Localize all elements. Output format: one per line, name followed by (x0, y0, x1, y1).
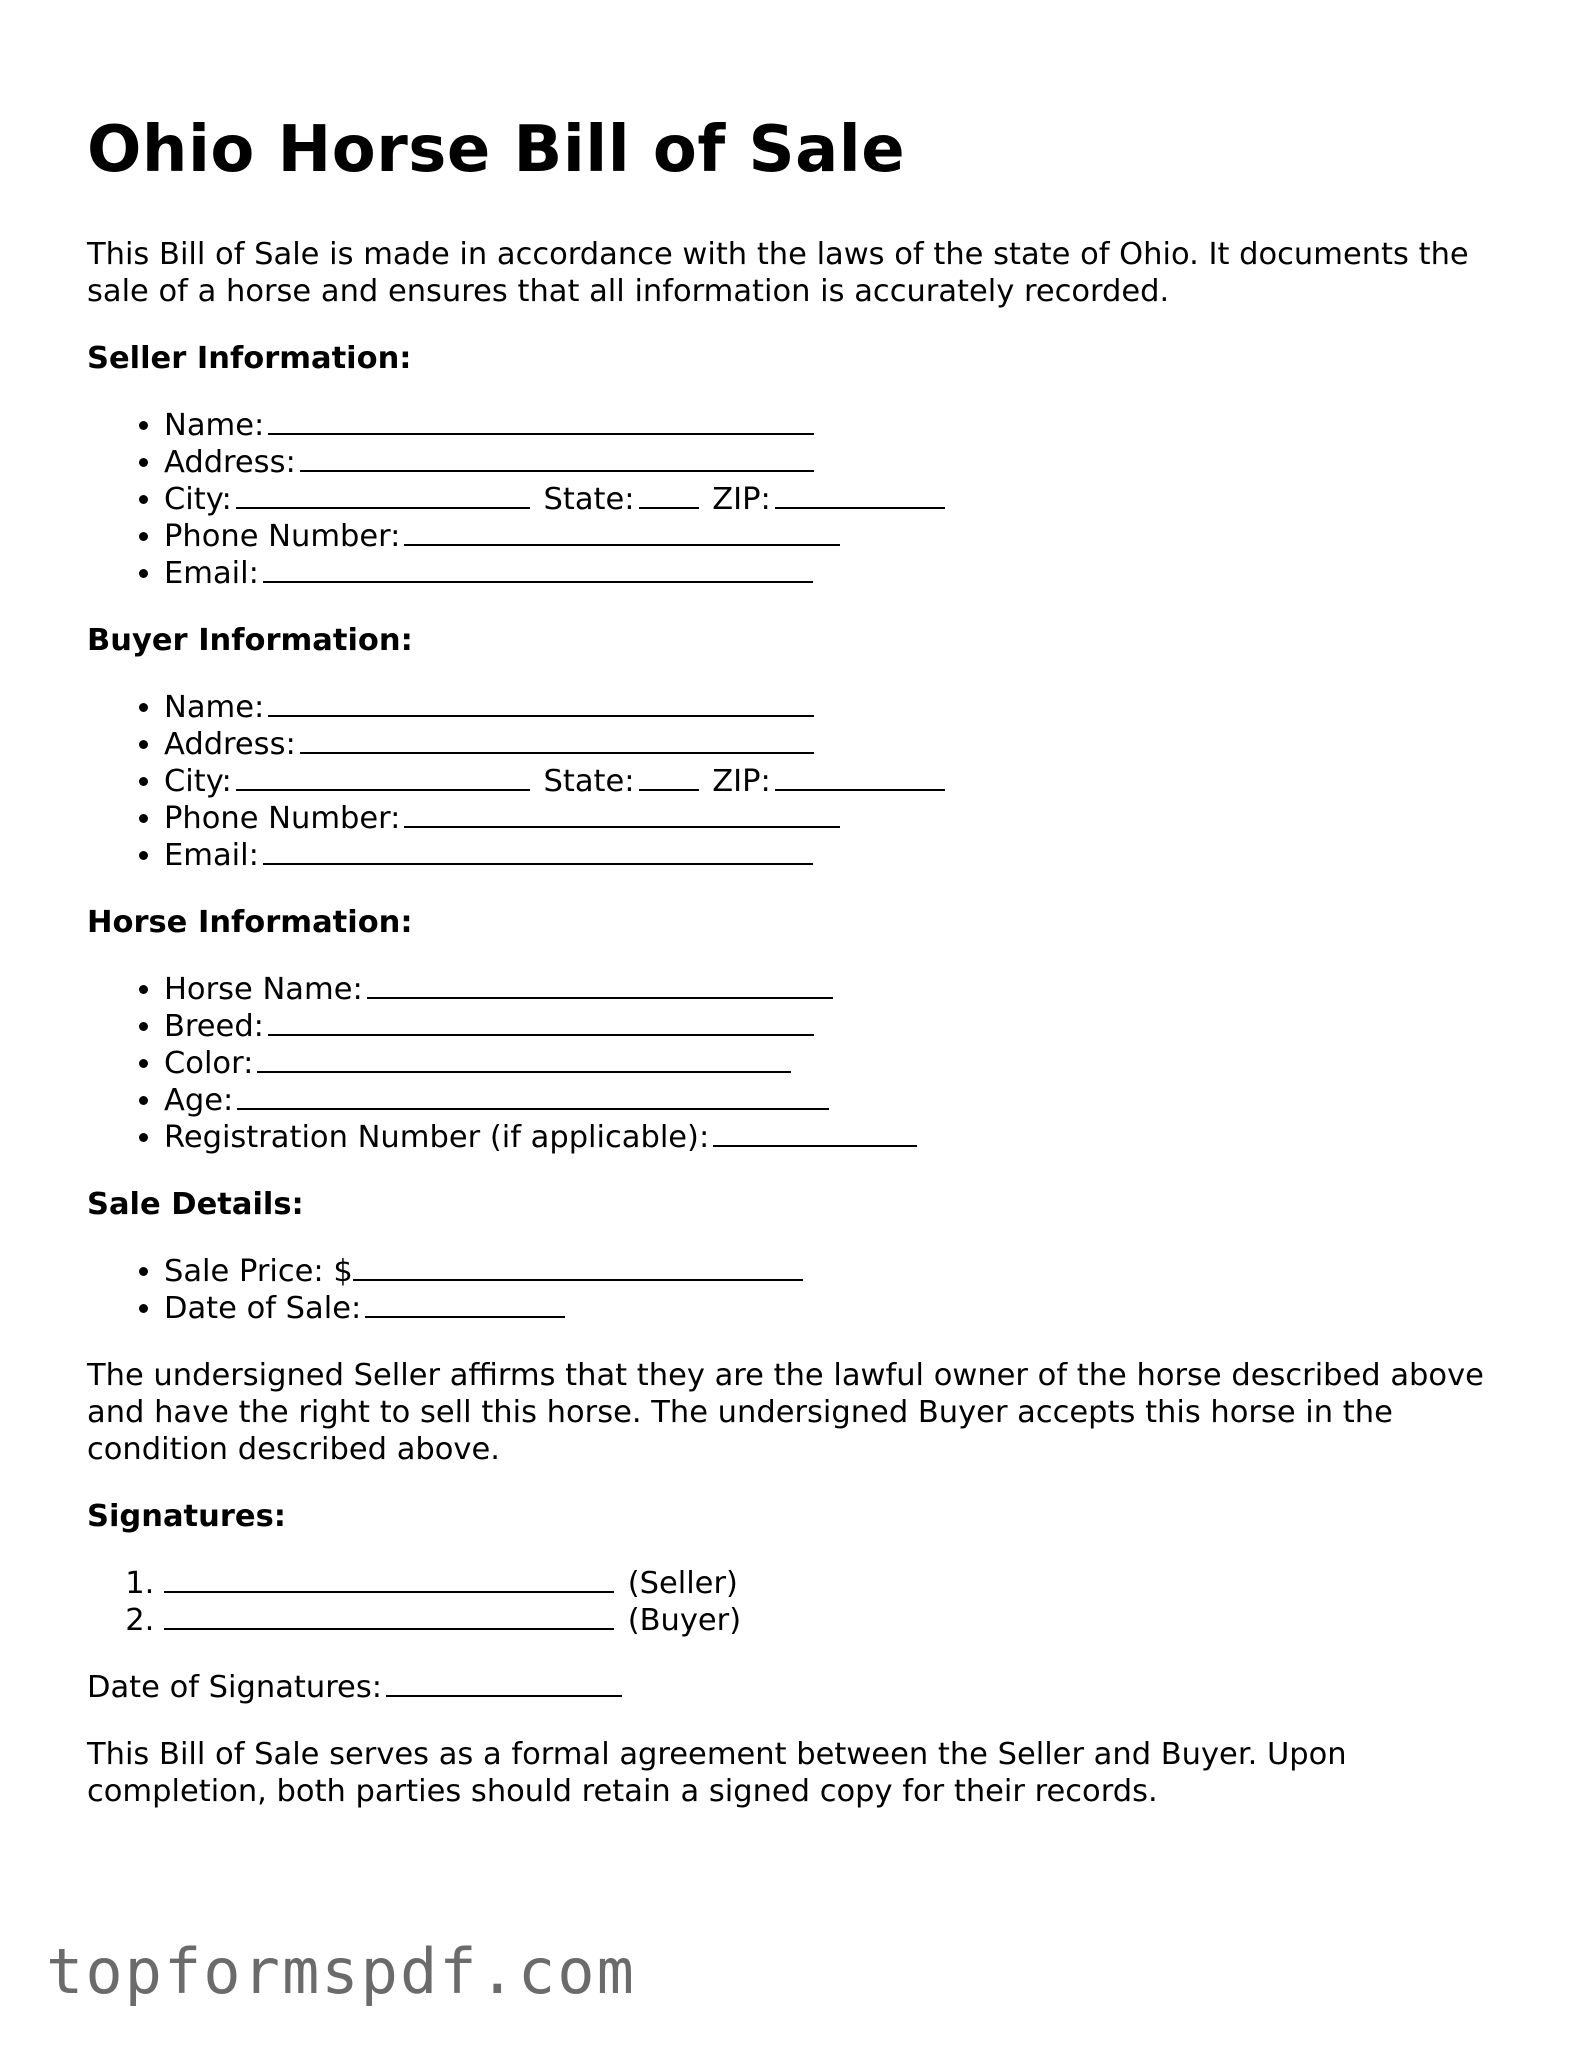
buyer-state-label: State: (543, 764, 635, 799)
horse-age-blank[interactable] (237, 1082, 829, 1110)
seller-fields (87, 407, 1527, 592)
seller-address-item (164, 444, 1527, 481)
buyer-zip-label: ZIP: (712, 764, 771, 799)
document (87, 108, 1527, 1810)
sale-date-blank[interactable] (365, 1290, 565, 1318)
horse-fields (87, 971, 1527, 1156)
seller-phone-item (164, 518, 1527, 555)
horse-age-label: Age: (164, 1083, 234, 1118)
sale-price-label: Sale Price: $ (164, 1254, 353, 1289)
seller-zip-label: ZIP: (712, 482, 771, 517)
buyer-address-label: Address: (164, 727, 296, 762)
seller-zip-blank[interactable] (775, 481, 945, 509)
buyer-address-blank[interactable] (300, 726, 814, 754)
buyer-email-item (164, 837, 1527, 874)
signature-list (87, 1565, 1527, 1639)
horse-registration-blank[interactable] (713, 1119, 917, 1147)
buyer-signature-blank[interactable] (164, 1602, 614, 1630)
buyer-email-label: Email: (164, 838, 259, 873)
seller-name-item (164, 407, 1527, 444)
signatures-heading: Signatures: (87, 1499, 286, 1534)
buyer-email-blank[interactable] (263, 837, 813, 865)
horse-registration-label: Registration Number (if applicable): (164, 1120, 710, 1155)
seller-email-item (164, 555, 1527, 592)
seller-address-blank[interactable] (300, 444, 814, 472)
sale-heading: Sale Details: (87, 1187, 304, 1222)
seller-signature-blank[interactable] (164, 1565, 614, 1593)
intro-paragraph: This Bill of Sale is made in accordance with the laws of the state of Ohio. It documents the sale of a horse and ensures that all information is accurately recorded. (87, 237, 1469, 309)
buyer-city-blank[interactable] (236, 763, 530, 791)
seller-heading: Seller Information: (87, 341, 412, 376)
buyer-zip-blank[interactable] (775, 763, 945, 791)
horse-name-label: Horse Name: (164, 972, 363, 1007)
seller-email-label: Email: (164, 556, 259, 591)
sale-fields (87, 1253, 1527, 1327)
horse-name-item (164, 971, 1527, 1008)
buyer-phone-item (164, 800, 1527, 837)
seller-name-blank[interactable] (268, 407, 814, 435)
horse-breed-blank[interactable] (268, 1008, 814, 1036)
seller-phone-blank[interactable] (404, 518, 840, 546)
horse-color-item (164, 1045, 1527, 1082)
sale-date-item (164, 1290, 1527, 1327)
sale-price-blank[interactable] (353, 1253, 803, 1281)
sale-date-label: Date of Sale: (164, 1291, 362, 1326)
signature-date-blank[interactable] (386, 1669, 622, 1697)
seller-signature-item (164, 1565, 1527, 1602)
horse-breed-label: Breed: (164, 1009, 264, 1044)
buyer-heading: Buyer Information: (87, 623, 413, 658)
seller-address-label: Address: (164, 445, 296, 480)
signature-date-label: Date of Signatures: (87, 1670, 382, 1705)
buyer-name-blank[interactable] (268, 689, 814, 717)
affirmation-paragraph: The undersigned Seller affirms that they are the lawful owner of the horse described above and have the right to sell this horse. The undersigned Buyer accepts this horse in the condition described above. (87, 1358, 1484, 1467)
buyer-signature-label: (Buyer) (627, 1603, 742, 1638)
seller-state-label: State: (543, 482, 635, 517)
horse-color-blank[interactable] (257, 1045, 791, 1073)
horse-breed-item (164, 1008, 1527, 1045)
seller-state-blank[interactable] (639, 481, 699, 509)
seller-city-label: City: (164, 482, 232, 517)
seller-city-blank[interactable] (236, 481, 530, 509)
buyer-address-item (164, 726, 1527, 763)
closing-paragraph: This Bill of Sale serves as a formal agreement between the Seller and Buyer. Upon completion, both parties should retain a signed copy for their records. (87, 1737, 1347, 1809)
seller-phone-label: Phone Number: (164, 519, 401, 554)
horse-name-blank[interactable] (367, 971, 833, 999)
buyer-city-item (164, 763, 1527, 800)
watermark-text: topformspdf.com (46, 1935, 636, 2008)
seller-email-blank[interactable] (263, 555, 813, 583)
buyer-phone-blank[interactable] (404, 800, 840, 828)
signature-date-line (87, 1669, 1527, 1706)
buyer-state-blank[interactable] (639, 763, 699, 791)
sale-price-item (164, 1253, 1527, 1290)
buyer-fields (87, 689, 1527, 874)
seller-signature-label: (Seller) (627, 1566, 738, 1601)
seller-name-label: Name: (164, 408, 265, 443)
horse-color-label: Color: (164, 1046, 254, 1081)
horse-age-item (164, 1082, 1527, 1119)
buyer-signature-item (164, 1602, 1527, 1639)
buyer-phone-label: Phone Number: (164, 801, 401, 836)
horse-heading: Horse Information: (87, 905, 413, 940)
horse-registration-item (164, 1119, 1527, 1156)
buyer-city-label: City: (164, 764, 232, 799)
buyer-name-item (164, 689, 1527, 726)
buyer-name-label: Name: (164, 690, 265, 725)
seller-city-item (164, 481, 1527, 518)
document-title: Ohio Horse Bill of Sale (87, 113, 906, 187)
